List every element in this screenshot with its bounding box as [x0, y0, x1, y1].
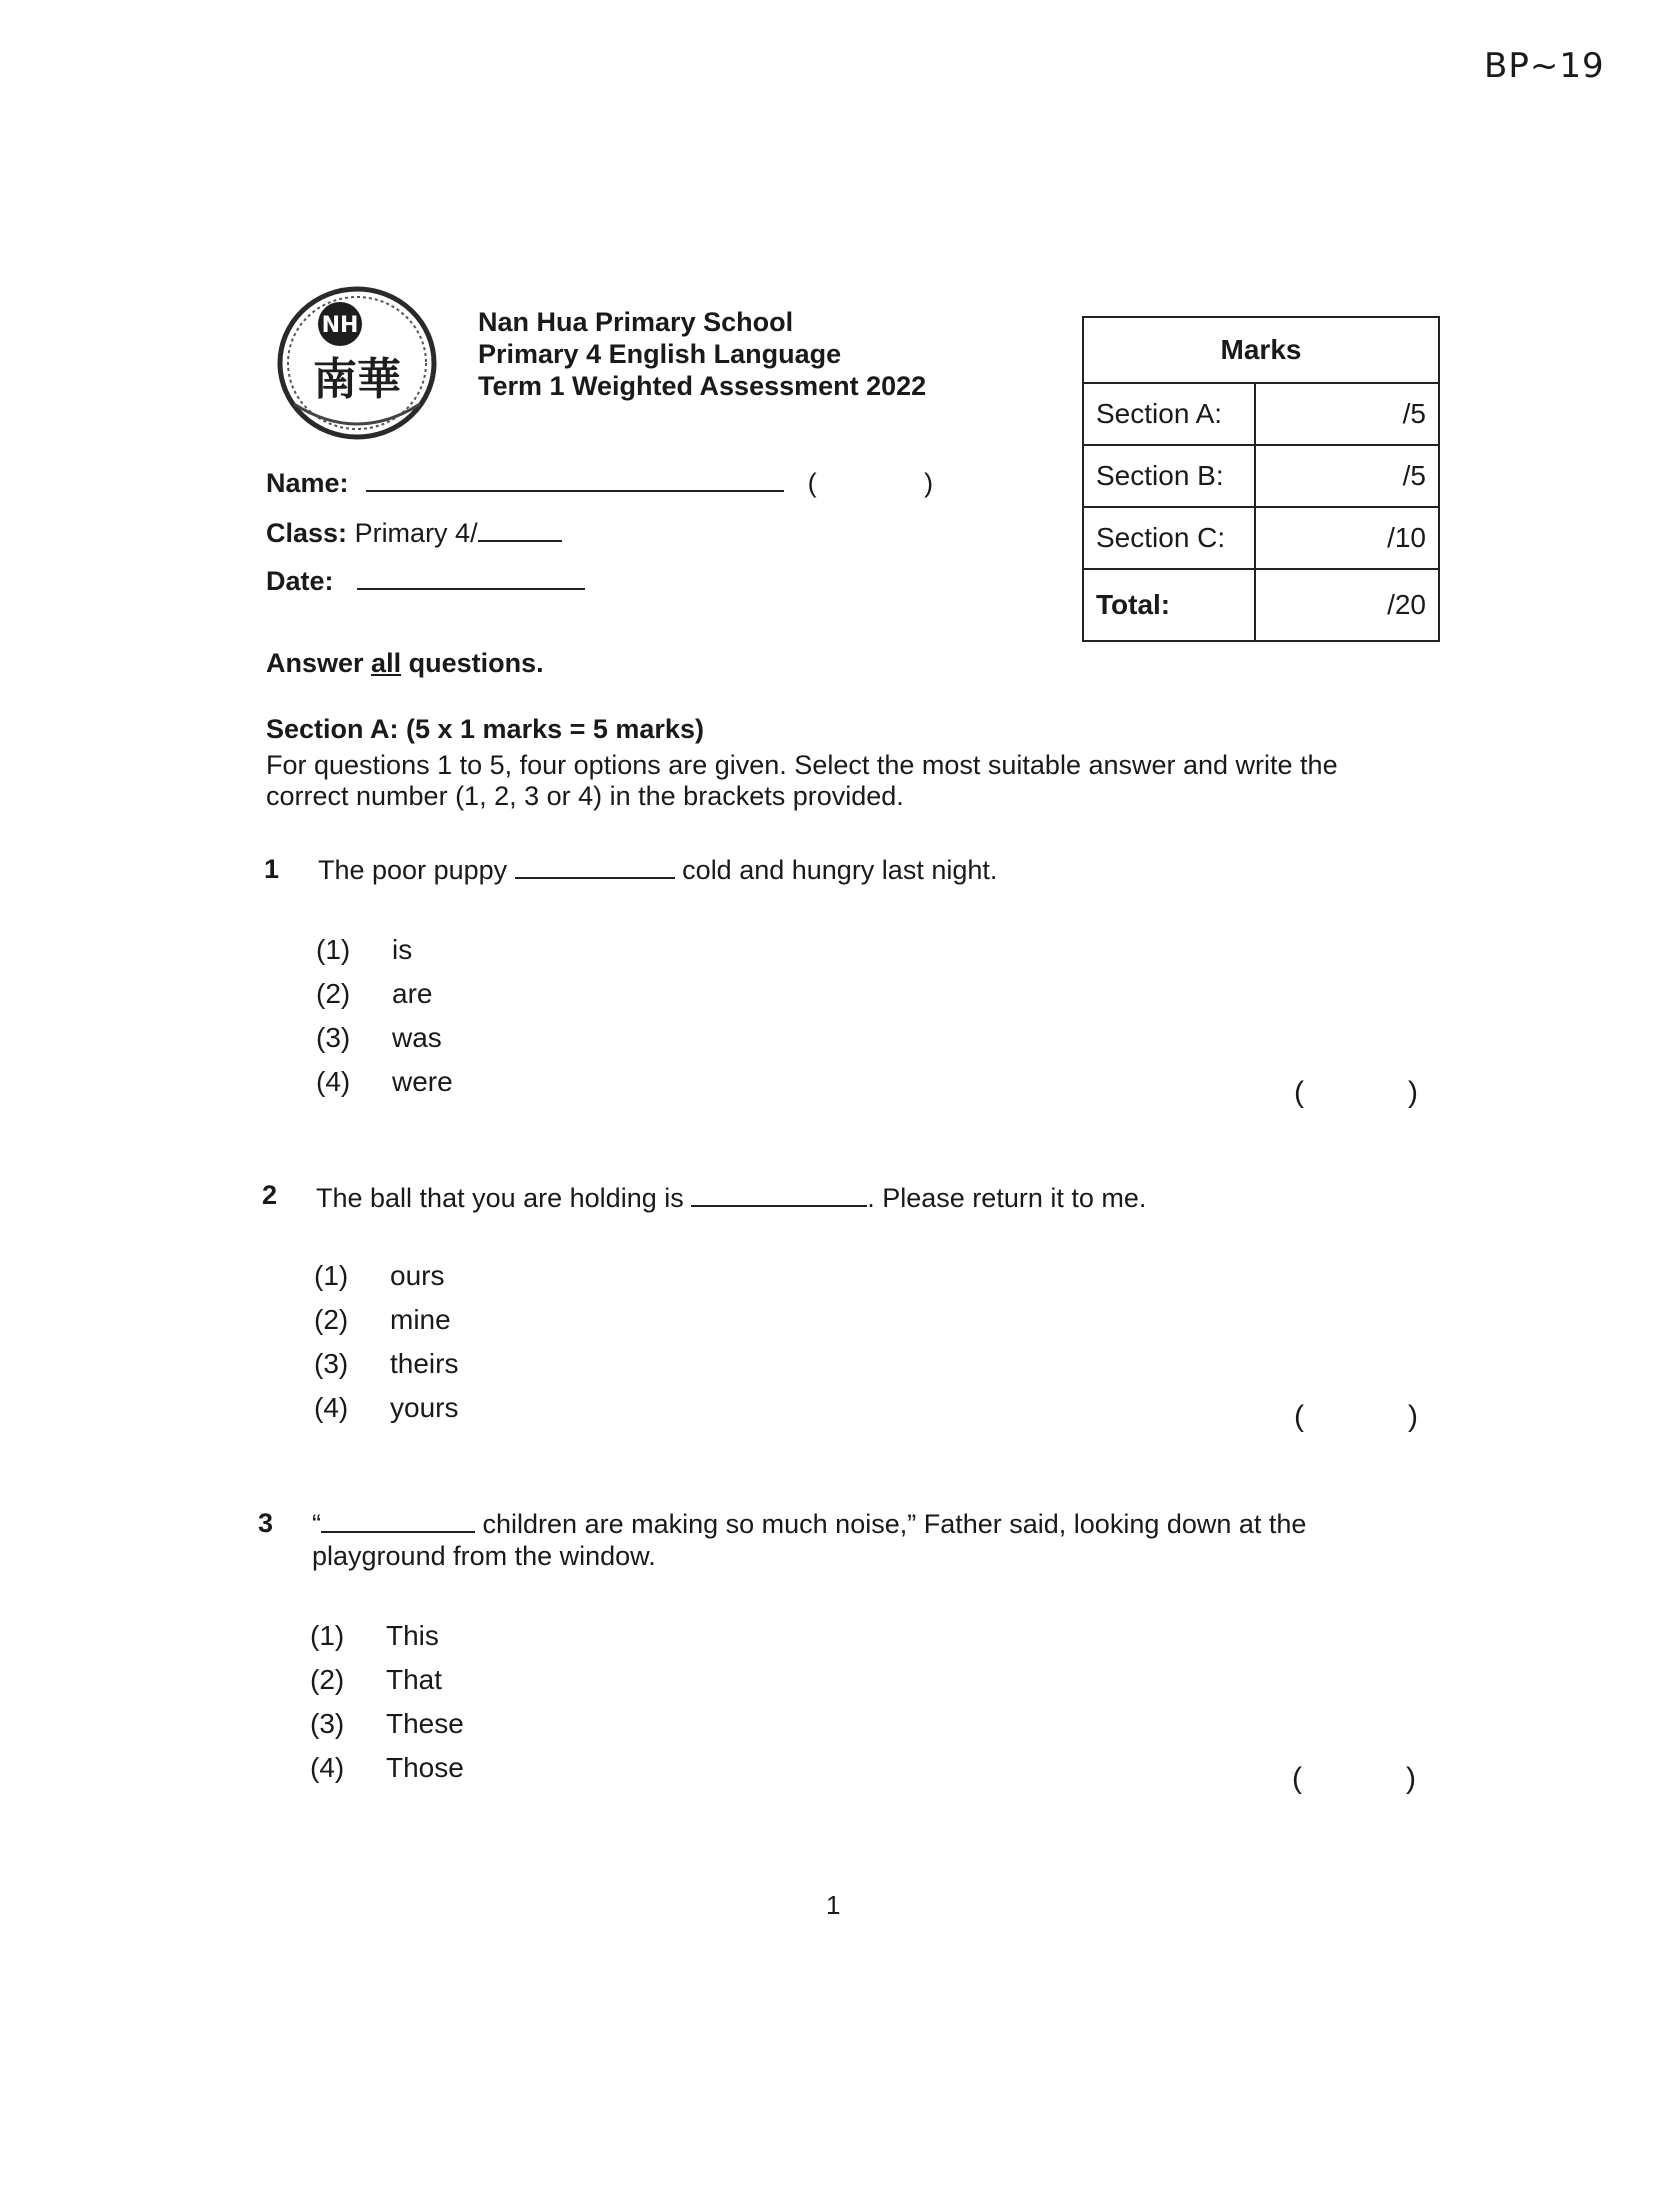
option-text: were [392, 1066, 453, 1097]
question-3-option-1 [310, 1620, 439, 1652]
option-number: (4) [316, 1066, 351, 1097]
marks-label: Section C: [1083, 507, 1255, 569]
date-label: Date: [266, 566, 334, 596]
question-2-before: The ball that you are holding is [316, 1183, 684, 1213]
question-2-option-2 [314, 1304, 451, 1336]
logo-letters: NH [321, 313, 359, 338]
marks-label: Section A: [1083, 383, 1255, 445]
question-2-blank [691, 1185, 867, 1207]
register-bracket-close: ) [924, 468, 934, 498]
marks-value: /10 [1255, 507, 1439, 569]
question-3-option-2 [310, 1664, 442, 1696]
bracket-close: ) [1408, 1400, 1418, 1433]
question-1-number: 1 [264, 854, 280, 884]
option-number: (3) [314, 1348, 349, 1379]
option-number: (4) [314, 1392, 349, 1423]
class-field[interactable] [266, 518, 562, 549]
question-3-line2: playground from the window. [312, 1541, 656, 1571]
marks-total-value: /20 [1255, 569, 1439, 641]
option-number: (4) [310, 1752, 345, 1783]
question-2-option-3 [314, 1348, 458, 1380]
instruction [266, 648, 544, 679]
question-1-text [318, 854, 997, 886]
class-blank[interactable] [478, 518, 562, 542]
option-text: are [392, 978, 433, 1009]
option-number: (1) [310, 1620, 345, 1651]
marks-row-total [1083, 569, 1439, 641]
question-3-open-quote: “ [312, 1509, 321, 1539]
class-value: Primary 4/ [354, 518, 478, 548]
question-1-after: cold and hungry last night. [682, 855, 998, 885]
marks-row-section-b [1083, 445, 1439, 507]
bracket-open: ( [1292, 1762, 1302, 1795]
option-text: That [386, 1664, 443, 1695]
option-number: (3) [316, 1022, 351, 1053]
bracket-open: ( [1294, 1400, 1304, 1433]
question-3-after: children are making so much noise,” Father said, looking down at the [482, 1509, 1307, 1539]
option-number: (2) [310, 1664, 345, 1695]
question-2-text [316, 1182, 1146, 1214]
marks-row-section-c [1083, 507, 1439, 569]
question-2-number: 2 [262, 1180, 278, 1210]
school-header [478, 306, 926, 402]
question-2-option-4 [314, 1392, 458, 1424]
class-label: Class: [266, 518, 348, 548]
register-bracket-open: ( [807, 468, 817, 498]
marks-row-section-a [1083, 383, 1439, 445]
marks-label: Section B: [1083, 445, 1255, 507]
question-2-after: . Please return it to me. [867, 1183, 1147, 1213]
assessment-name: Term 1 Weighted Assessment 2022 [478, 371, 927, 401]
question-1-option-3 [316, 1022, 442, 1054]
option-number: (2) [314, 1304, 349, 1335]
option-text: mine [390, 1304, 451, 1335]
page-number: 1 [826, 1890, 841, 1920]
bracket-close: ) [1408, 1076, 1418, 1109]
question-3-option-3 [310, 1708, 464, 1740]
marks-table [1082, 316, 1440, 642]
question-1-blank [515, 857, 675, 879]
name-field[interactable] [266, 468, 933, 499]
option-number: (2) [316, 978, 351, 1009]
question-1-option-4 [316, 1066, 453, 1098]
section-a-title: Section A: (5 x 1 marks = 5 marks) [266, 714, 704, 744]
section-a-description: For questions 1 to 5, four options are given. Select the most suitable answer and write the correct number (1, 2, 3 or 4) in the brackets provided. [266, 750, 1338, 811]
page-code: BP~19 [1484, 46, 1605, 86]
option-text: theirs [390, 1348, 459, 1379]
question-1-option-2 [316, 978, 432, 1010]
school-crest-icon [276, 284, 438, 442]
instruction-underlined: all [371, 648, 402, 678]
question-2-option-1 [314, 1260, 444, 1292]
option-number: (1) [316, 934, 351, 965]
question-3-answer-bracket[interactable] [1292, 1762, 1416, 1796]
question-3-blank [321, 1511, 475, 1533]
question-1-answer-bracket[interactable] [1294, 1076, 1418, 1110]
option-text: yours [390, 1392, 459, 1423]
bracket-close: ) [1406, 1762, 1416, 1795]
option-text: This [386, 1620, 439, 1651]
date-field[interactable] [266, 566, 585, 597]
option-text: Those [386, 1752, 464, 1783]
question-2-answer-bracket[interactable] [1294, 1400, 1418, 1434]
instruction-post: questions. [401, 648, 544, 678]
marks-value: /5 [1255, 383, 1439, 445]
question-1-option-1 [316, 934, 412, 966]
marks-value: /5 [1255, 445, 1439, 507]
question-3-option-4 [310, 1752, 464, 1784]
option-number: (3) [310, 1708, 345, 1739]
marks-title: Marks [1083, 317, 1439, 383]
option-number: (1) [314, 1260, 349, 1291]
question-3-number: 3 [258, 1508, 274, 1538]
name-label: Name: [266, 468, 349, 498]
question-3-text [312, 1508, 1306, 1572]
subject-name: Primary 4 English Language [478, 339, 842, 369]
option-text: ours [390, 1260, 445, 1291]
logo-chinese: 南華 [313, 354, 401, 405]
name-blank[interactable] [366, 468, 784, 492]
date-blank[interactable] [357, 566, 585, 590]
instruction-pre: Answer [266, 648, 372, 678]
bracket-open: ( [1294, 1076, 1304, 1109]
marks-total-label: Total: [1083, 569, 1255, 641]
school-name: Nan Hua Primary School [478, 307, 794, 337]
option-text: These [386, 1708, 464, 1739]
option-text: is [392, 934, 413, 965]
option-text: was [392, 1022, 442, 1053]
question-1-before: The poor puppy [318, 855, 508, 885]
